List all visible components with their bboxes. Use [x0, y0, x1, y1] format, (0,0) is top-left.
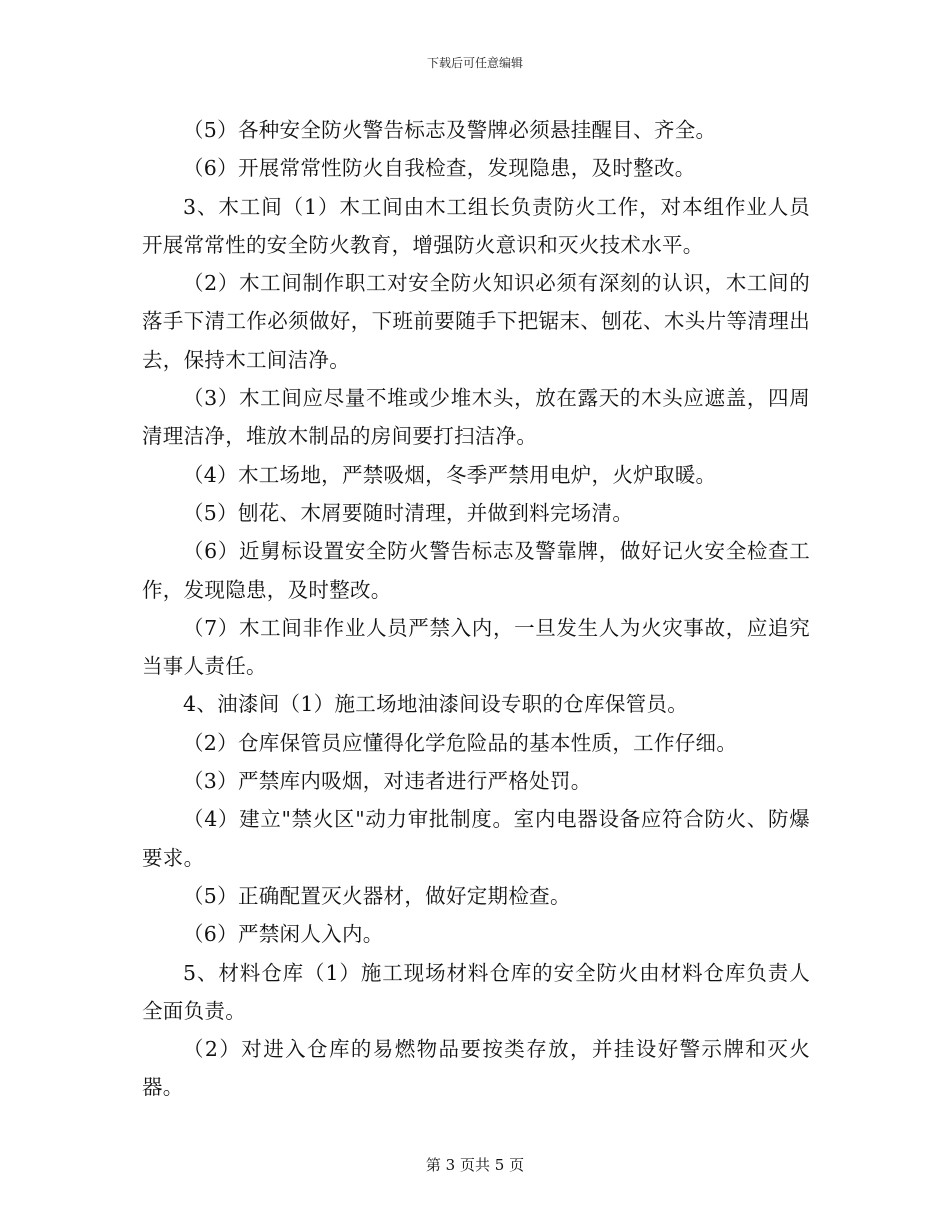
paragraph: （2）木工间制作职工对安全防火知识必须有深刻的认识，木工间的落手下清工作必须做好，下班前要随手下把锯末、刨花、木头片等清理出去，保持木工间洁净。 [142, 271, 810, 372]
page-footer: 第 3 页共 5 页 [425, 1156, 525, 1174]
paragraph: （3）严禁库内吸烟，对违者进行严格处罚。 [183, 769, 592, 794]
paragraph: （2）仓库保管员应懂得化学危险品的基本性质，工作仔细。 [183, 730, 738, 755]
paragraph: （6）近舅标设置安全防火警告标志及警靠牌，做好记火安全检查工作，发现隐患，及时整改。 [142, 539, 810, 602]
paragraph: （2）对进入仓库的易燃物品要按类存放，并挂设好警示牌和灭火器。 [142, 1037, 810, 1100]
paragraph: （5）各种安全防火警告标志及警牌必须悬挂醒目、齐全。 [183, 118, 717, 142]
paragraph: （6）开展常常性防火自我检查，发现隐患，及时整改。 [183, 156, 696, 181]
paragraph: （4）建立"禁火区"动力审批制度。室内电器设备应符合防火、防爆要求。 [142, 807, 810, 870]
paragraph: （6）严禁闲人入内。 [183, 922, 384, 947]
page-header: 下载后可任意编辑 [426, 56, 523, 70]
paragraph: 4、油漆间（1）施工场地油漆间设专职的仓库保管员。 [183, 692, 689, 717]
paragraph: （3）木工间应尽量不堆或少堆木头，放在露天的木头应遮盖，四周清理洁净，堆放木制品的房间要打扫洁净。 [142, 386, 810, 449]
document-body [142, 111, 810, 1107]
paragraph: （5）正确配置灭火器材，做好定期检查。 [183, 883, 571, 908]
paragraph: （7）木工间非作业人员严禁入内，一旦发生人为火灾事故，应追究当事人责任。 [142, 615, 810, 679]
paragraph: 5、材料仓库（1）施工现场材料仓库的安全防火由材料仓库负责人全面负责。 [142, 960, 810, 1023]
paragraph: 3、木工间（1）木工间由木工组长负责防火工作，对本组作业人员开展常常性的安全防火教育，增强防火意识和灭火技术水平。 [142, 194, 810, 257]
paragraph: （4）木工场地，严禁吸烟，冬季严禁用电炉，火炉取暖。 [183, 462, 717, 487]
paragraph: （5）刨花、木屑要随时清理，并做到料完场清。 [183, 500, 634, 525]
